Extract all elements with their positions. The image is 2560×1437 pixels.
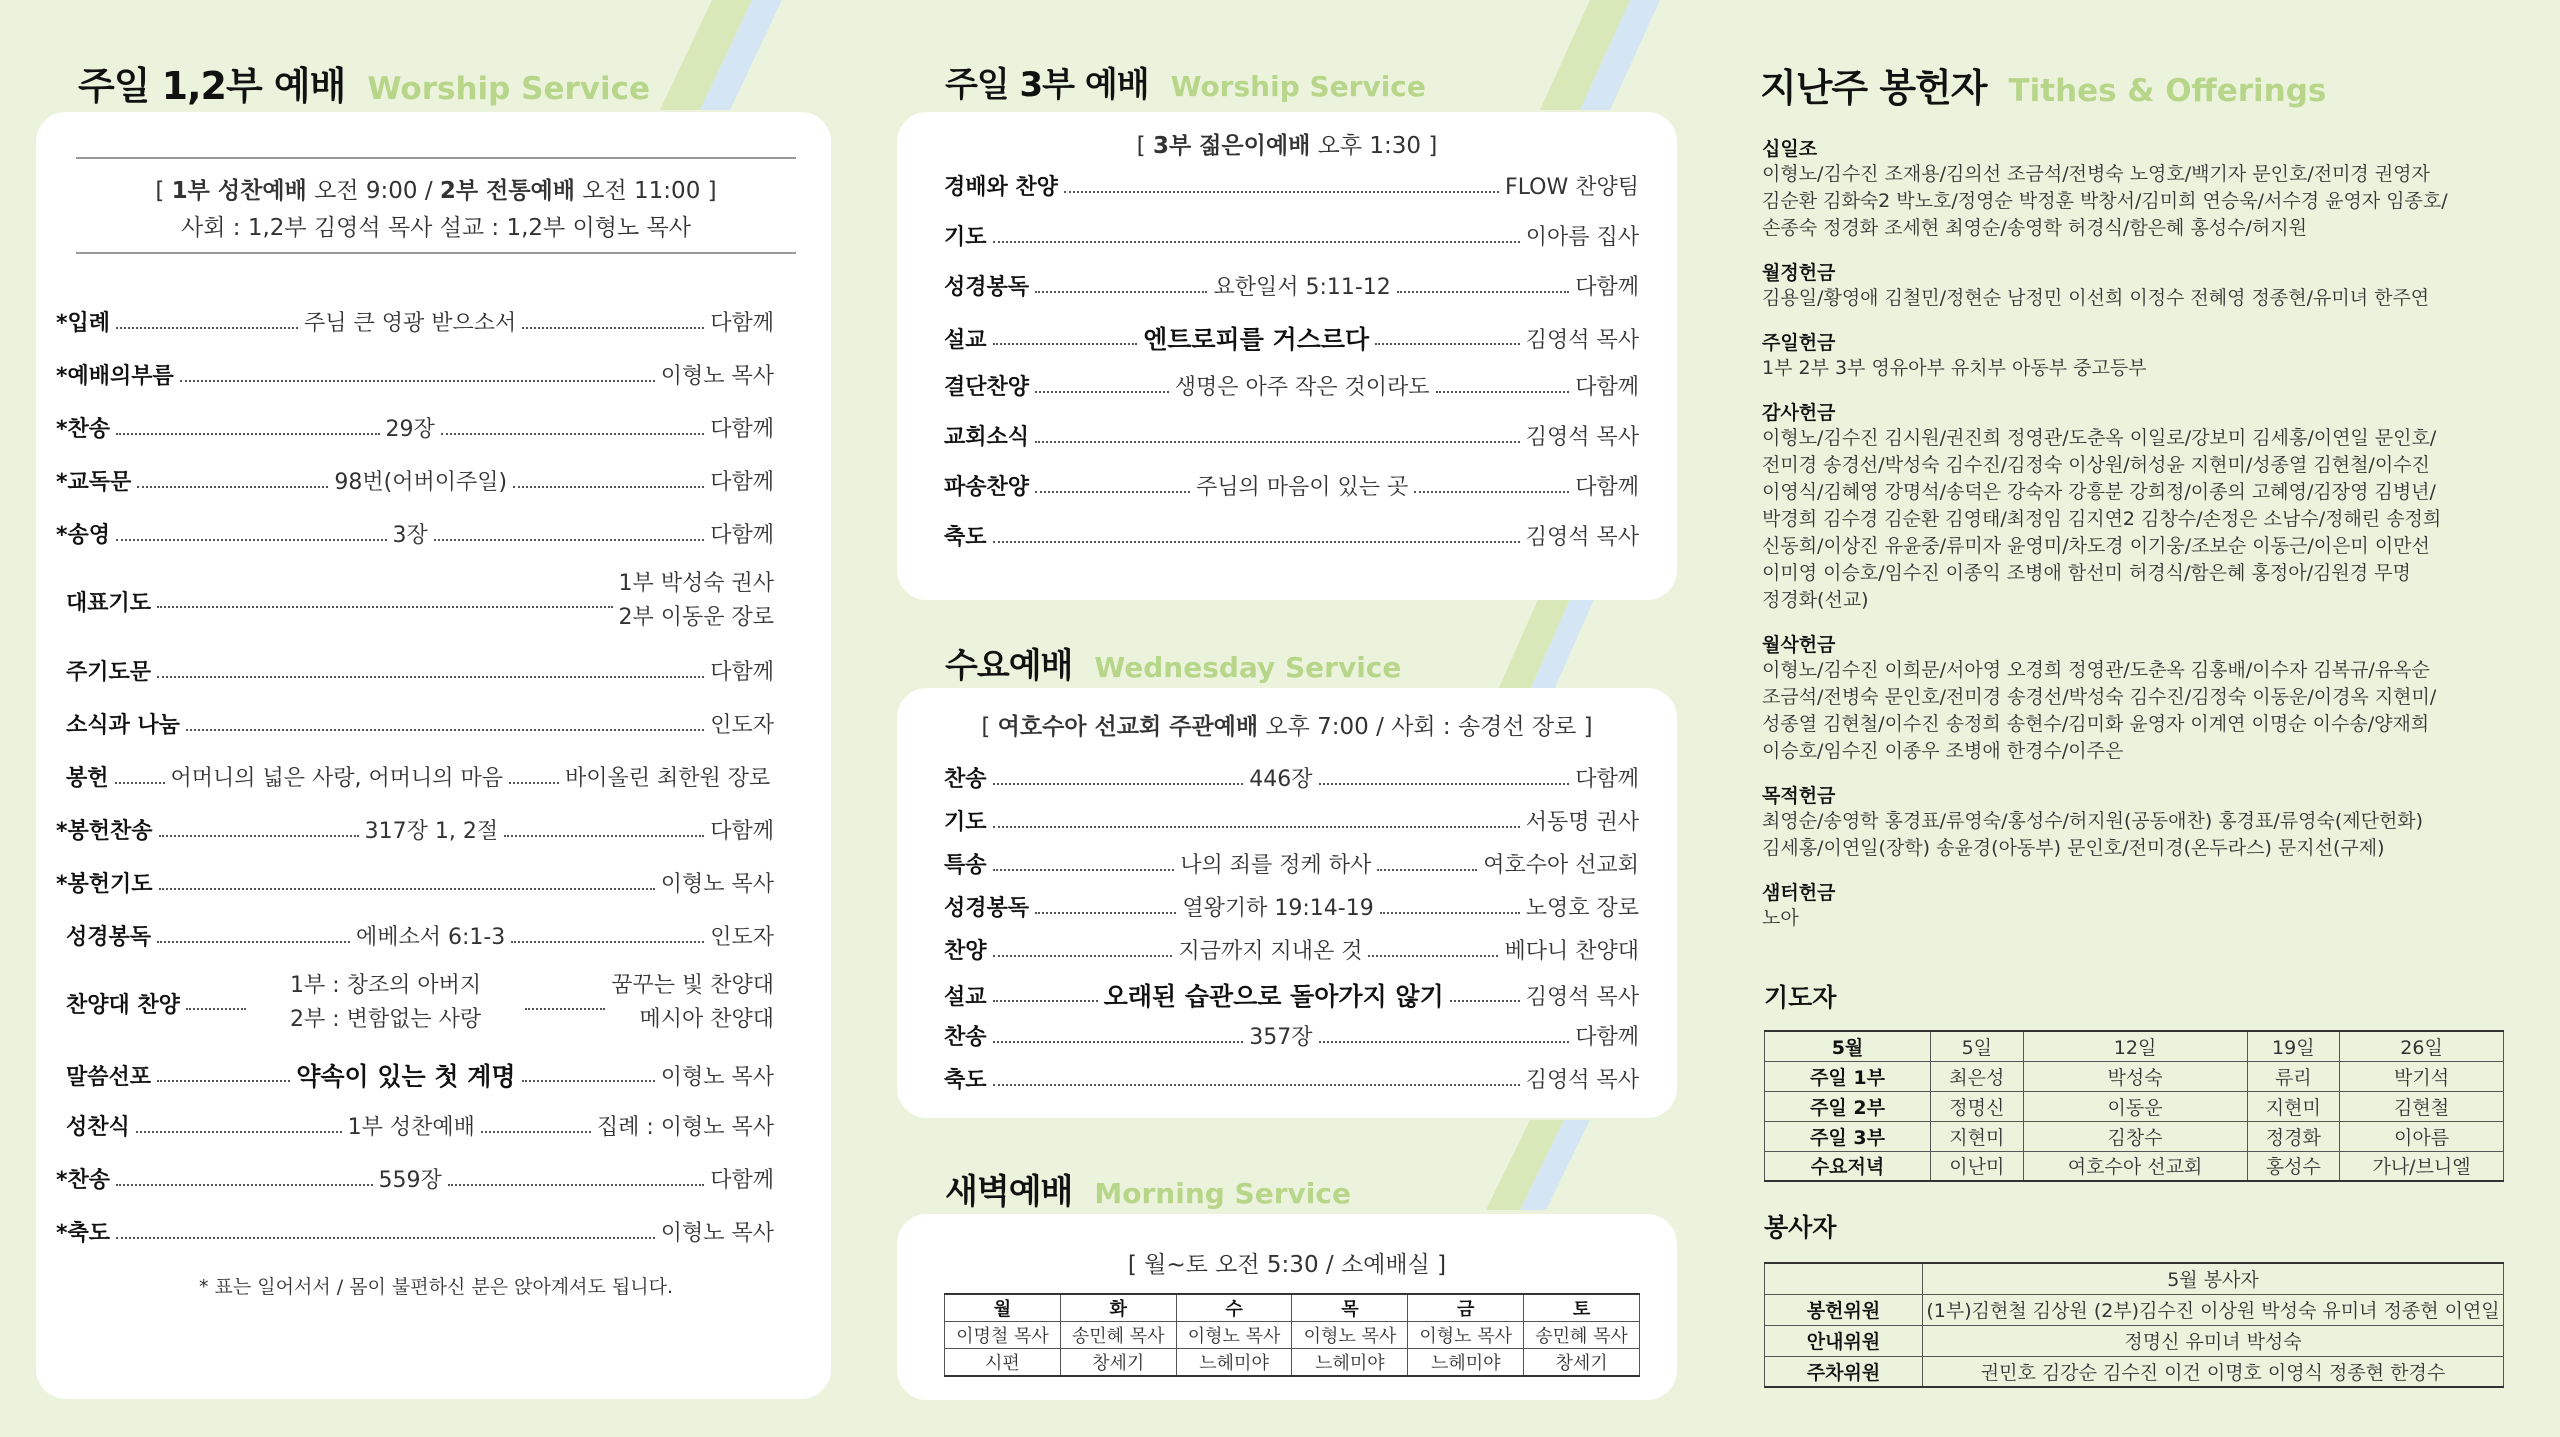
service-label: 주일 1부 <box>1765 1061 1931 1091</box>
order-item <box>944 848 1639 879</box>
names-line: 이영식/김혜영 강명석/송덕은 강숙자 강흥분 강희정/이종의 고혜영/김장영 김병년/ <box>1762 481 2436 503</box>
names-line: 조금석/전병숙 문인호/전미경 송경선/박성숙 김수진/김정숙 이동운/이경옥 지현미/ <box>1762 686 2437 708</box>
item-leader: 다함께 <box>710 819 775 844</box>
item-content: 317장 1, 2절 <box>364 819 499 844</box>
role-label: 안내위원 <box>1765 1325 1923 1356</box>
item-leader: 인도자 <box>710 713 774 738</box>
prayer-cell: 최은성 <box>1931 1061 2024 1091</box>
book-cell: 시편 <box>945 1349 1061 1377</box>
day-cell: 토 <box>1524 1294 1640 1322</box>
leader-cell: 이형노 목사 <box>1176 1322 1292 1349</box>
order-item <box>944 805 1639 836</box>
wednesday-title <box>945 638 1401 687</box>
service1-time: 오전 9:00 <box>314 178 418 204</box>
item-name: 축도 <box>944 525 987 550</box>
item-content: 3장 <box>392 523 428 548</box>
item-content: 오래된 습관으로 돌아가지 않기 <box>1103 982 1444 1011</box>
service-name: 여호수아 선교회 주관예배 <box>997 714 1259 740</box>
names-line: 최영순/송영학 홍경표/류영숙/홍성수/허지원(공동애찬) 홍경표/류영숙(제단헌화) <box>1762 810 2424 832</box>
service1-name: 1부 성찬예배 <box>171 178 307 204</box>
item-content: 약속이 있는 첫 계명 <box>296 1062 516 1091</box>
item-content: 357장 <box>1249 1025 1313 1050</box>
item-leader: 김영석 목사 <box>1525 525 1639 550</box>
item-leader: 이형노 목사 <box>660 1064 774 1090</box>
order-item <box>56 306 774 337</box>
item-leader: 다함께 <box>710 417 774 442</box>
item-content: 열왕기하 19:14-19 <box>1182 896 1374 921</box>
bracket: [ <box>1136 133 1146 159</box>
order-item <box>56 465 774 496</box>
sunday12-leaders: 사회 : 1,2부 김영석 목사 설교 : 1,2부 이형노 목사 <box>181 215 691 241</box>
morning-schedule-table <box>944 1293 1640 1377</box>
item-name: 성경봉독 <box>66 925 152 950</box>
item-name: 성경봉독 <box>944 896 1030 921</box>
item-leader: 다함께 <box>1575 767 1639 792</box>
item-leader: 다함께 <box>710 311 774 336</box>
prayer-cell: 류리 <box>2247 1061 2340 1091</box>
servers-header: 5월 봉사자 <box>1923 1263 2504 1294</box>
item-leaders <box>611 969 774 1037</box>
prayer-cell: 이아름 <box>2340 1121 2504 1151</box>
sunday12-title <box>78 55 650 110</box>
names-line: 1부 2부 3부 영유아부 유치부 아동부 중고등부 <box>1762 357 2147 379</box>
sunday3-title <box>945 57 1426 106</box>
day-cell: 화 <box>1060 1294 1176 1322</box>
item-leader: 이형노 목사 <box>660 872 774 897</box>
item-name: *예배의부름 <box>56 364 174 389</box>
item-name: 찬송 <box>944 1025 987 1050</box>
order-item <box>944 977 1639 1013</box>
service-name: 3부 젊은이예배 <box>1152 133 1311 159</box>
wednesday-title-ko: 수요예배 <box>945 646 1073 686</box>
offering-names <box>1762 161 2522 242</box>
sunday12-title-en: Worship Service <box>367 71 651 107</box>
servers-table <box>1764 1262 2504 1388</box>
item-content: 446장 <box>1249 767 1313 792</box>
offerings-list <box>1762 134 2522 932</box>
leader-cell: 이형노 목사 <box>1292 1322 1408 1349</box>
offering-category: 샘터헌금 <box>1762 882 1836 904</box>
sunday3-header <box>897 127 1677 160</box>
morning-title-en: Morning Service <box>1094 1177 1351 1210</box>
prayer-table <box>1764 1030 2504 1182</box>
item-content: 주님 큰 영광 받으소서 <box>304 311 517 336</box>
divider <box>76 252 796 254</box>
item-leader: 이아름 집사 <box>1525 225 1639 250</box>
names-line: 김용일/황영애 김철민/정현순 남정민 이선희 이정수 전혜영 정종현/유미녀 한주연 <box>1762 287 2430 309</box>
prayer-cell: 정경화 <box>2247 1121 2340 1151</box>
offering-names <box>1762 657 2522 765</box>
item-leader: 여호수아 선교회 <box>1483 853 1639 878</box>
item-leader: 김영석 목사 <box>1525 327 1639 353</box>
item-name: 교회소식 <box>944 425 1030 450</box>
item-name: *봉헌찬송 <box>56 819 153 844</box>
item-leader: 바이올린 최한원 장로 <box>565 766 771 791</box>
order-item <box>56 359 774 390</box>
offering-category: 월삭헌금 <box>1762 634 1836 656</box>
item-name: *교독문 <box>56 470 132 495</box>
leader-cell: 송민혜 목사 <box>1060 1322 1176 1349</box>
item-leader: 메시아 찬양대 <box>639 1007 774 1032</box>
order-item <box>66 708 774 739</box>
item-name: 경배와 찬양 <box>944 175 1058 200</box>
leader-cell: 송민혜 목사 <box>1524 1322 1640 1349</box>
book-cell: 창세기 <box>1060 1349 1176 1377</box>
offering-names <box>1762 808 2522 862</box>
order-item <box>944 1020 1639 1051</box>
item-leader: 다함께 <box>710 1168 774 1193</box>
item-content: 요한일서 5:11-12 <box>1213 275 1391 300</box>
item-name: *송영 <box>56 523 111 548</box>
order-item <box>944 470 1639 501</box>
order-item <box>944 1063 1639 1094</box>
prayer-cell: 김창수 <box>2023 1121 2247 1151</box>
item-content: 주님의 마음이 있는 곳 <box>1196 475 1409 500</box>
names-line: 이미영 이승호/임수진 이종익 조병애 함선미 허경식/함은혜 홍정아/김원경 무명 <box>1762 562 2411 584</box>
date-cell: 5일 <box>1931 1031 2024 1061</box>
offering-names <box>1762 905 2522 932</box>
bracket: [ <box>155 178 165 204</box>
prayer-cell: 지현미 <box>2247 1091 2340 1121</box>
item-name: 봉헌 <box>66 766 109 791</box>
names-line: 이형노/김수진 조재용/김의선 조금석/전병숙 노영호/백기자 문인호/전미경 권영자 <box>1762 163 2430 185</box>
leader-cell: 이명철 목사 <box>945 1322 1061 1349</box>
offering-names <box>1762 285 2522 312</box>
order-item <box>944 762 1639 793</box>
day-cell: 금 <box>1408 1294 1524 1322</box>
day-cell: 월 <box>945 1294 1061 1322</box>
role-members: 권민호 김강순 김수진 이건 이명호 이영식 정종현 한경수 <box>1923 1356 2504 1387</box>
item-name: 주기도문 <box>66 660 152 685</box>
book-cell: 창세기 <box>1524 1349 1640 1377</box>
servers-title: 봉사자 <box>1764 1213 1837 1242</box>
sunday12-title-ko: 주일 1,2부 예배 <box>78 64 346 108</box>
item-name: *봉헌기도 <box>56 872 153 897</box>
order-item <box>56 1216 774 1247</box>
item-leader: 노영호 장로 <box>1525 896 1639 921</box>
item-leader: 꿈꾸는 빛 찬양대 <box>611 973 774 998</box>
offerings-title-ko: 지난주 봉헌자 <box>1760 66 1987 110</box>
wednesday-header <box>897 708 1677 741</box>
prayer-cell: 지현미 <box>1931 1121 2024 1151</box>
prayer-cell: 박기석 <box>2340 1061 2504 1091</box>
item-content: 559장 <box>378 1168 442 1193</box>
offering-names <box>1762 355 2522 382</box>
prayer-cell: 이난미 <box>1931 1151 2024 1181</box>
book-cell: 느헤미야 <box>1408 1349 1524 1377</box>
item-name: 특송 <box>944 853 987 878</box>
item-content: 지금까지 지내온 것 <box>1178 939 1363 964</box>
divider <box>76 157 796 159</box>
order-item <box>66 968 774 1038</box>
role-label: 봉헌위원 <box>1765 1294 1923 1325</box>
item-content: 98번(어버이주일) <box>334 470 508 495</box>
morning-title-ko: 새벽예배 <box>945 1172 1073 1212</box>
item-leader: 서동명 권사 <box>1525 810 1639 835</box>
sunday3-title-en: Worship Service <box>1170 70 1426 103</box>
item-leader: 김영석 목사 <box>1525 1068 1639 1093</box>
service-label: 수요저녁 <box>1765 1151 1931 1181</box>
order-item <box>944 270 1639 301</box>
item-name: 찬송 <box>944 767 987 792</box>
order-item <box>66 920 774 951</box>
item-name: 설교 <box>944 984 987 1010</box>
item-leader: 베다니 찬양대 <box>1504 939 1639 964</box>
item-leader: 1부 박성숙 권사 <box>618 571 774 596</box>
sunday3-title-ko: 주일 3부 예배 <box>945 65 1149 105</box>
prayer-cell: 가나/브니엘 <box>2340 1151 2504 1181</box>
names-line: 노아 <box>1762 907 1799 929</box>
order-item <box>56 1163 774 1194</box>
offering-category: 월정헌금 <box>1762 262 1836 284</box>
bracket: ] <box>707 178 717 204</box>
item-leader: 다함께 <box>1575 275 1639 300</box>
order-item <box>944 520 1639 551</box>
prayer-cell: 홍성수 <box>2247 1151 2340 1181</box>
item-leader: 인도자 <box>710 925 774 950</box>
bracket: [ <box>981 714 991 740</box>
item-leader: 2부 이동운 장로 <box>618 605 774 630</box>
item-name: *찬송 <box>56 417 111 442</box>
morning-header: [ 월~토 오전 5:30 / 소예배실 ] <box>1127 1252 1447 1278</box>
order-item <box>944 891 1639 922</box>
item-leaders <box>619 567 775 635</box>
leader-cell: 이형노 목사 <box>1408 1322 1524 1349</box>
order-item <box>944 320 1639 356</box>
item-content: 어머니의 넓은 사랑, 어머니의 마음 <box>170 766 504 791</box>
order-item <box>56 518 774 549</box>
names-line: 전미경 송경선/박성숙 김수진/김정숙 이상원/허성윤 지현미/성종열 김현철/이수진 <box>1762 454 2430 476</box>
service-label: 주일 2부 <box>1765 1091 1931 1121</box>
prayer-cell: 여호수아 선교회 <box>2023 1151 2247 1181</box>
offering-category: 감사헌금 <box>1762 402 1836 424</box>
item-content: 29장 <box>385 417 435 442</box>
morning-title <box>945 1164 1351 1213</box>
order-item <box>66 566 774 636</box>
prayer-cell: 이동운 <box>2023 1091 2247 1121</box>
offering-category: 주일헌금 <box>1762 332 1836 354</box>
wednesday-title-en: Wednesday Service <box>1094 651 1402 684</box>
day-cell: 목 <box>1292 1294 1408 1322</box>
item-content: 에베소서 6:1-3 <box>355 925 506 950</box>
date-cell: 12일 <box>2023 1031 2247 1061</box>
item-name: 기도 <box>944 225 987 250</box>
item-name: 찬양 <box>944 939 987 964</box>
names-line: 이형노/김수진 이희문/서아영 오경희 정영관/도춘옥 김홍배/이수자 김복규/유옥순 <box>1762 659 2430 681</box>
item-leader: 다함께 <box>1575 375 1640 400</box>
item-name: 기도 <box>944 810 987 835</box>
role-members: (1부)김현철 김상원 (2부)김수진 이상원 박성숙 유미녀 정종현 이연일 <box>1923 1294 2504 1325</box>
item-content: 엔트로피를 거스르다 <box>1143 325 1370 354</box>
order-item <box>944 370 1639 401</box>
blank-cell <box>1765 1263 1923 1294</box>
item-name: 결단찬양 <box>944 375 1030 400</box>
item-content: 1부 : 창조의 아버지 <box>290 973 482 998</box>
order-item <box>56 867 774 898</box>
item-name: 소식과 나눔 <box>66 713 180 738</box>
offerings-title-en: Tithes & Offerings <box>2008 73 2327 109</box>
item-contents <box>252 969 519 1037</box>
order-item <box>56 412 774 443</box>
separator: / <box>424 178 433 204</box>
order-item <box>944 170 1639 201</box>
service-time: 오후 1:30 <box>1317 133 1422 159</box>
item-leader: 김영석 목사 <box>1525 984 1639 1010</box>
offering-category: 십일조 <box>1762 138 1818 160</box>
item-leader: 다함께 <box>710 523 774 548</box>
prayer-cell: 김현철 <box>2340 1091 2504 1121</box>
day-cell: 수 <box>1176 1294 1292 1322</box>
prayer-cell: 박성숙 <box>2023 1061 2247 1091</box>
item-name: 설교 <box>944 327 987 353</box>
item-name: 성경봉독 <box>944 275 1030 300</box>
item-name: 축도 <box>944 1068 987 1093</box>
service2-name: 2부 전통예배 <box>439 178 575 204</box>
book-cell: 느헤미야 <box>1292 1349 1408 1377</box>
item-content: 1부 성찬예배 <box>347 1115 475 1140</box>
order-item <box>66 1110 774 1141</box>
item-name: *찬송 <box>56 1168 111 1193</box>
item-content: 2부 : 변함없는 사랑 <box>290 1007 482 1032</box>
item-content: 나의 죄를 정케 하사 <box>1180 853 1372 878</box>
names-line: 정경화(선교) <box>1762 589 1869 611</box>
sunday12-header <box>76 172 796 205</box>
item-name: *입례 <box>56 311 111 336</box>
service-label: 주일 3부 <box>1765 1121 1931 1151</box>
prayer-title: 기도자 <box>1764 983 1837 1012</box>
item-leader: 김영석 목사 <box>1525 425 1639 450</box>
order-item <box>66 761 774 792</box>
item-name: *축도 <box>56 1221 111 1246</box>
item-name: 대표기도 <box>66 590 152 616</box>
offering-category: 목적헌금 <box>1762 785 1836 807</box>
month-cell: 5월 <box>1765 1031 1931 1061</box>
role-members: 정명신 유미녀 박성숙 <box>1923 1325 2504 1356</box>
names-line: 이형노/김수진 김시원/권진희 정영관/도춘옥 이일로/강보미 김세홍/이연일 문인호/ <box>1762 427 2437 449</box>
item-content: 생명은 아주 작은 것이라도 <box>1174 375 1430 400</box>
item-leader: 집례 : 이형노 목사 <box>596 1115 774 1140</box>
names-line: 손종숙 정경화 조세현 최영순/송영학 허경식/함은혜 홍성수/허지원 <box>1762 217 2307 239</box>
item-name: 파송찬양 <box>944 475 1030 500</box>
service-time-leader: 오후 7:00 / 사회 : 송경선 장로 ] <box>1265 714 1593 740</box>
item-leader: 이형노 목사 <box>660 1221 774 1246</box>
offerings-title <box>1760 57 2326 112</box>
names-line: 신동희/이상진 유윤중/류미자 윤영미/차도경 이기웅/조보순 이동근/이은미 이만선 <box>1762 535 2430 557</box>
date-cell: 26일 <box>2340 1031 2504 1061</box>
item-leader: 다함께 <box>710 470 774 495</box>
item-name: 성찬식 <box>66 1115 130 1140</box>
item-name: 찬양대 찬양 <box>66 992 180 1018</box>
item-leader: 다함께 <box>1575 475 1639 500</box>
order-item <box>66 655 774 686</box>
names-line: 성종열 김현철/이수진 송정희 송현수/김미화 윤영자 이계연 이명순 이수송/양재희 <box>1762 713 2430 735</box>
item-leader: 이형노 목사 <box>660 364 774 389</box>
order-item <box>66 1057 774 1093</box>
book-cell: 느헤미야 <box>1176 1349 1292 1377</box>
names-line: 김세홍/이연일(장학) 송윤경(아동부) 문인호/전미경(온두라스) 문지선(구제) <box>1762 837 2385 859</box>
standing-note: * 표는 일어서서 / 몸이 불편하신 분은 앉아계셔도 됩니다. <box>198 1276 674 1298</box>
names-line: 이승호/임수진 이종우 조병애 한경수/이주은 <box>1762 740 2124 762</box>
order-item <box>944 934 1639 965</box>
prayer-cell: 정명신 <box>1931 1091 2024 1121</box>
item-leader: 다함께 <box>710 660 774 685</box>
role-label: 주차위원 <box>1765 1356 1923 1387</box>
item-name: 말씀선포 <box>66 1064 152 1090</box>
order-item <box>944 220 1639 251</box>
item-leader: FLOW 찬양팀 <box>1505 175 1639 200</box>
order-item <box>56 814 774 845</box>
service2-time: 오전 11:00 <box>582 178 701 204</box>
offering-names <box>1762 425 2522 614</box>
order-item <box>944 420 1639 451</box>
date-cell: 19일 <box>2247 1031 2340 1061</box>
bracket: ] <box>1428 133 1438 159</box>
item-leader: 다함께 <box>1575 1025 1639 1050</box>
names-line: 김순환 김화숙2 박노호/정영순 박정훈 박창서/김미희 연승욱/서수경 윤영자 임종호/ <box>1762 190 2448 212</box>
names-line: 박경희 김수경 김순환 김영태/최정임 김지연2 김창수/손정은 소남수/정해린 송정희 <box>1762 508 2442 530</box>
